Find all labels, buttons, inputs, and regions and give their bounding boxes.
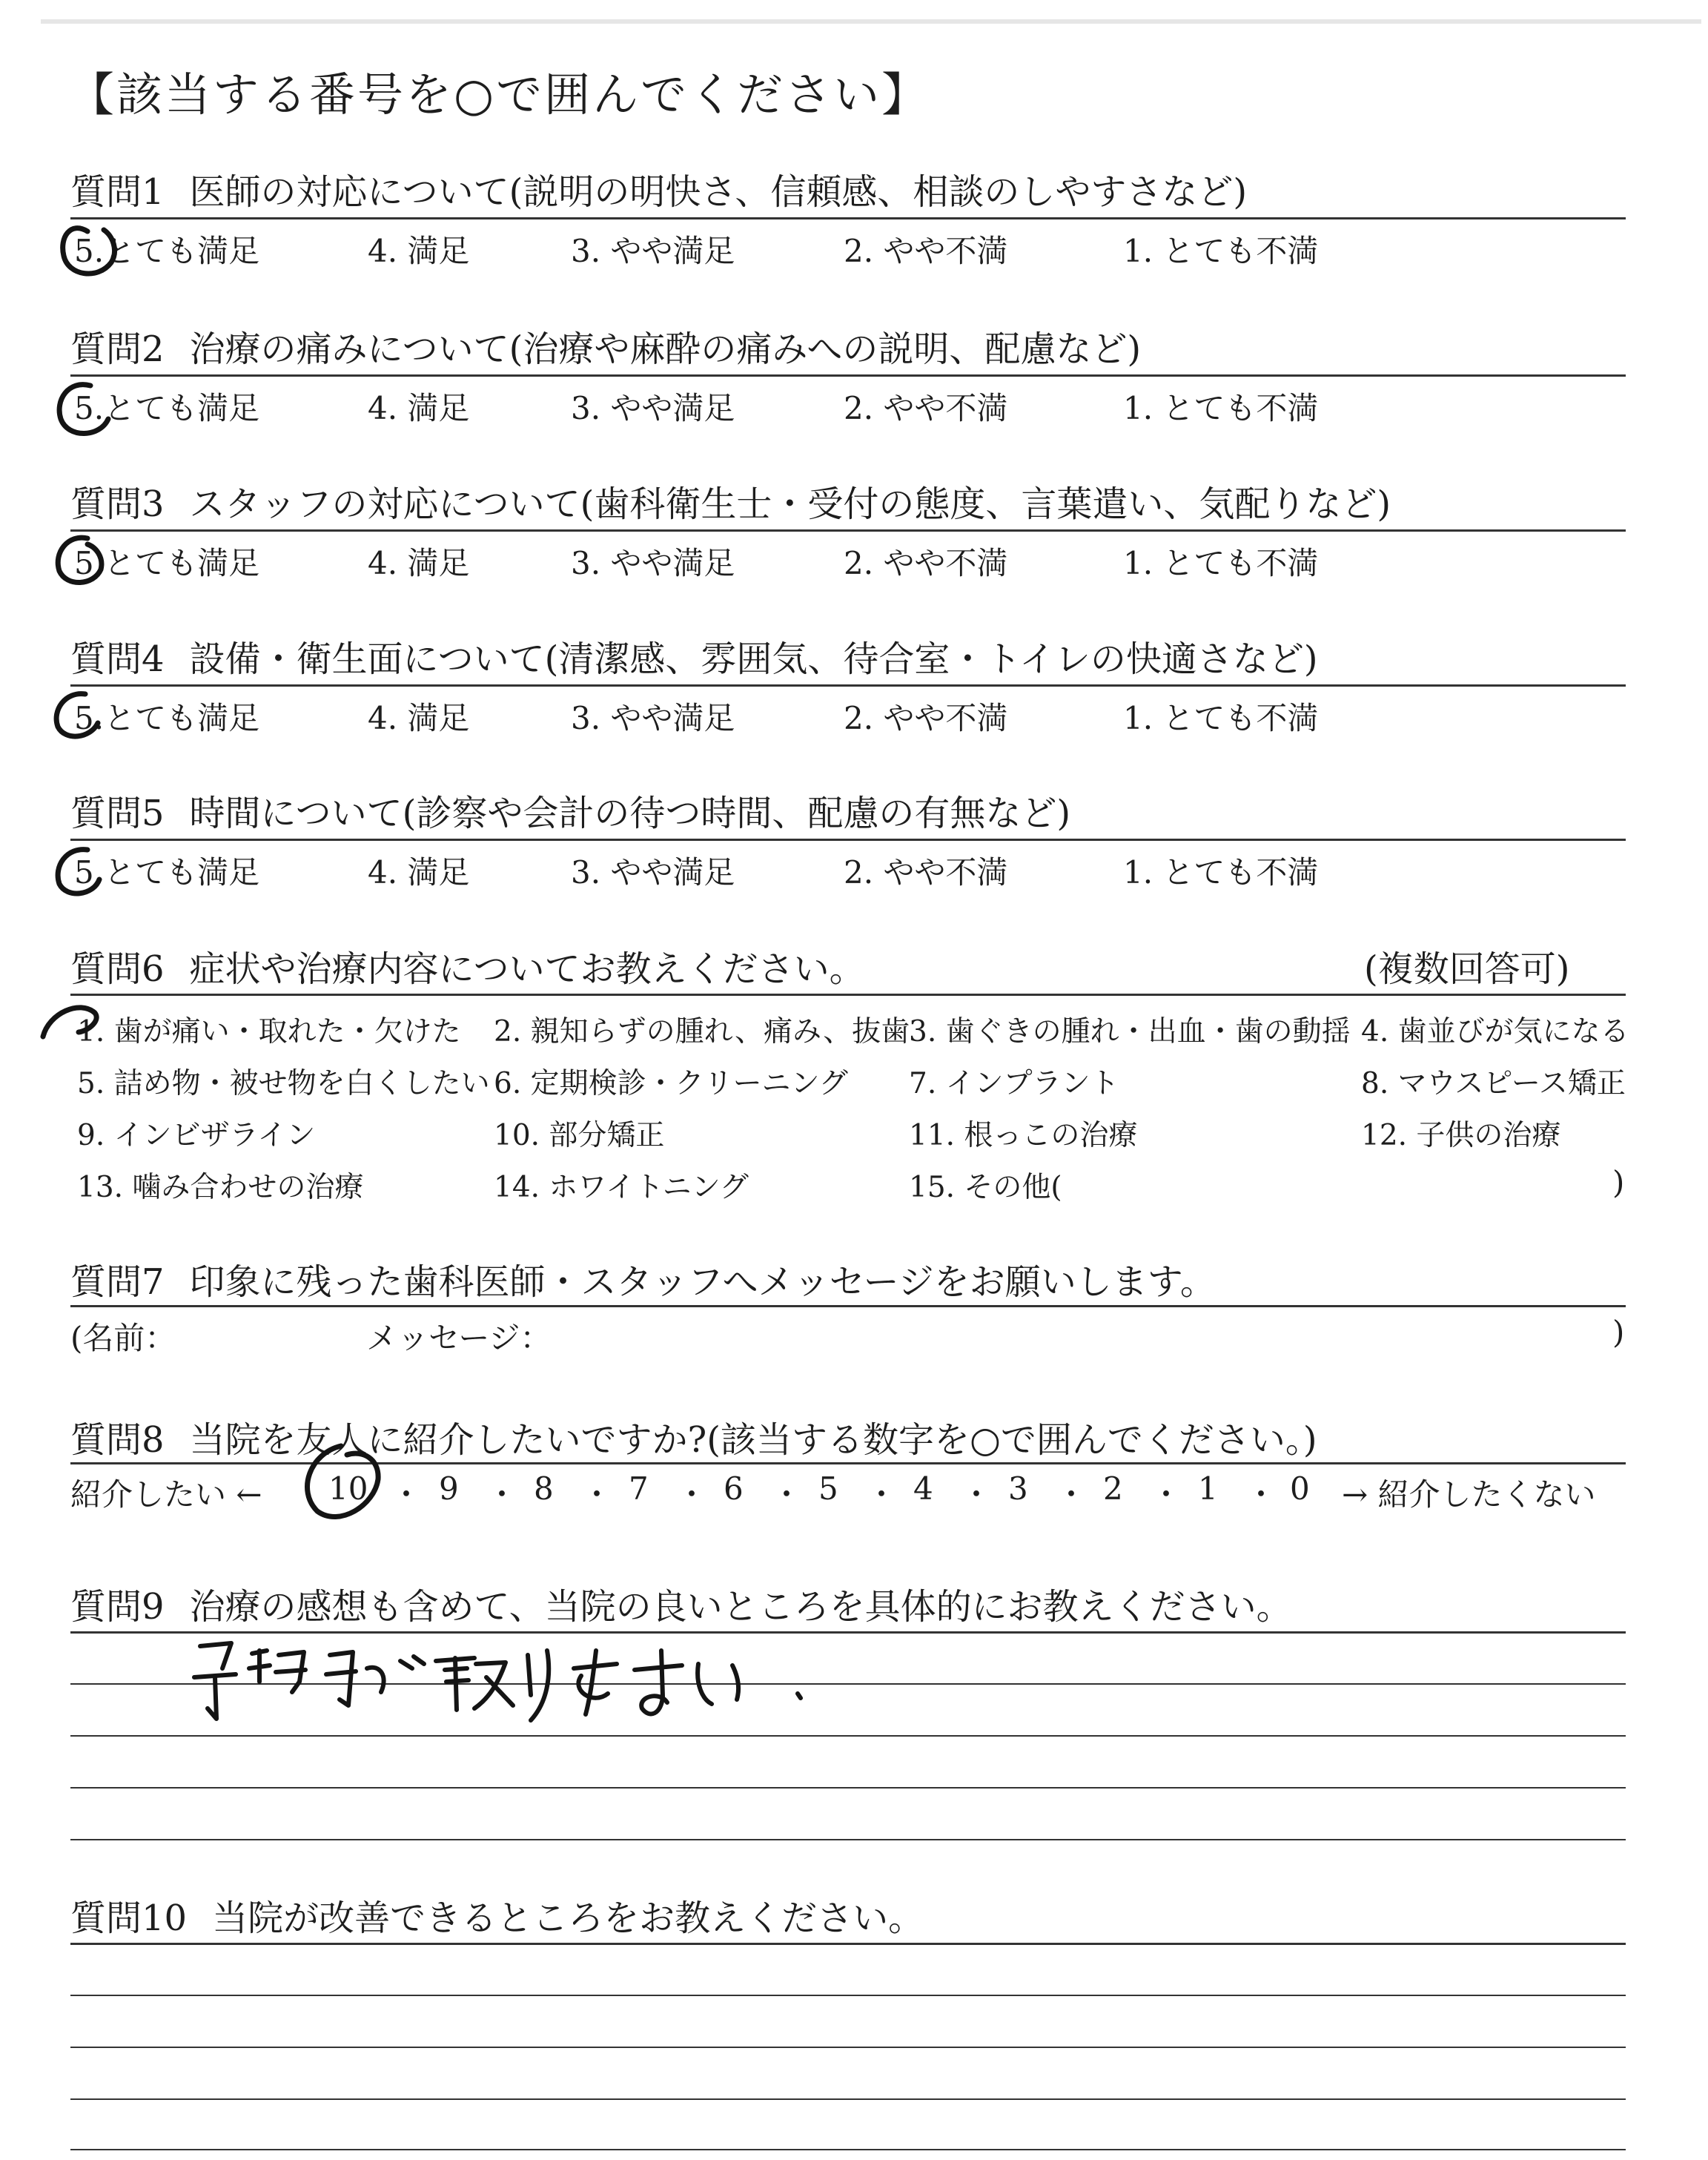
- q6-option-7[interactable]: 7. インプラント: [909, 1067, 1119, 1100]
- scale-value[interactable]: 10: [328, 1470, 368, 1507]
- q5-option-3[interactable]: 3. やや満足: [571, 854, 735, 891]
- scale-value[interactable]: 2: [1103, 1470, 1123, 1507]
- q2-selection-circle: [59, 385, 108, 434]
- recommend-left-label: 紹介したい ←: [70, 1476, 262, 1513]
- question-number: 質問10: [70, 1898, 188, 1939]
- q5-option-5[interactable]: 5.とても満足: [74, 854, 260, 891]
- q6-option-13[interactable]: 13. 噛み合わせの治療: [77, 1171, 364, 1204]
- question-text: 治療の痛みについて(治療や麻酔の痛みへの説明、配慮など): [189, 328, 1142, 370]
- q1-option-1[interactable]: 1. とても不満: [1123, 233, 1319, 269]
- scale-separator: ・: [1245, 1476, 1277, 1513]
- question-text: 当院が改善できるところをお教えください。: [212, 1898, 924, 1939]
- q3-selection-circle: [58, 538, 102, 582]
- q6-option-2[interactable]: 2. 親知らずの腫れ、痛み、抜歯: [494, 1015, 910, 1048]
- q1-option-5[interactable]: 5.とても満足: [74, 233, 260, 269]
- scale-separator: ・: [1056, 1476, 1088, 1513]
- q2-option-3[interactable]: 3. やや満足: [571, 390, 735, 426]
- q6-option-11[interactable]: 11. 根っこの治療: [909, 1119, 1138, 1152]
- question-number: 質問1: [70, 171, 165, 213]
- scale-separator: ・: [1151, 1476, 1182, 1513]
- q5-option-1[interactable]: 1. とても不満: [1123, 854, 1319, 891]
- scale-value[interactable]: 3: [1008, 1470, 1028, 1507]
- question-number: 質問6: [70, 948, 165, 990]
- scale-value[interactable]: 1: [1198, 1470, 1218, 1507]
- question-text: スタッフの対応について(歯科衛生士・受付の態度、言葉遣い、気配りなど): [189, 483, 1391, 525]
- scale-separator: ・: [771, 1476, 803, 1513]
- q2-option-1[interactable]: 1. とても不満: [1123, 390, 1319, 426]
- question-number: 質問3: [70, 483, 165, 525]
- scale-value[interactable]: 7: [629, 1470, 649, 1507]
- scale-separator: ・: [486, 1476, 518, 1513]
- question-number: 質問9: [70, 1586, 165, 1628]
- question-text: 症状や治療内容についてお教えください。: [189, 948, 865, 990]
- q2-option-5[interactable]: 5.とても満足: [74, 390, 260, 426]
- q8-selection-circle: [308, 1446, 379, 1517]
- scale-value[interactable]: 8: [534, 1470, 554, 1507]
- q6-option-15[interactable]: 15. その他(: [909, 1171, 1062, 1204]
- q2-option-2[interactable]: 2. やや不満: [844, 390, 1008, 426]
- q4-option-4[interactable]: 4. 満足: [368, 700, 470, 736]
- question-text: 医師の対応について(説明の明快さ、信頼感、相談のしやすさなど): [189, 171, 1248, 213]
- q6-option-8[interactable]: 8. マウスピース矯正: [1361, 1067, 1626, 1100]
- question-text: 設備・衛生面について(清潔感、雰囲気、待合室・トイレの快適さなど): [189, 638, 1318, 680]
- question-text: 印象に残った歯科医師・スタッフへメッセージをお願いします。: [189, 1261, 1216, 1303]
- scale-value[interactable]: 6: [724, 1470, 744, 1507]
- scale-separator: ・: [961, 1476, 993, 1513]
- q6-option-3[interactable]: 3. 歯ぐきの腫れ・出血・歯の動揺: [909, 1015, 1351, 1048]
- scale-value[interactable]: 9: [439, 1470, 459, 1507]
- q6-option-6[interactable]: 6. 定期検診・クリーニング: [494, 1067, 848, 1100]
- name-label: (名前：: [70, 1320, 176, 1356]
- q3-option-5[interactable]: 5.とても満足: [74, 545, 260, 581]
- question-text: 時間について(診察や会計の待つ時間、配慮の有無など): [189, 793, 1071, 834]
- scale-separator: ・: [391, 1476, 423, 1513]
- q3-option-1[interactable]: 1. とても不満: [1123, 545, 1319, 581]
- q1-option-3[interactable]: 3. やや満足: [571, 233, 735, 269]
- q4-option-2[interactable]: 2. やや不満: [844, 700, 1008, 736]
- q6-option-14[interactable]: 14. ホワイトニング: [494, 1171, 749, 1204]
- message-close-paren: ): [1612, 1314, 1625, 1350]
- form-heading: 【該当する番号を○で囲んでください】: [68, 67, 930, 122]
- q6-option-4[interactable]: 4. 歯並びが気になる: [1361, 1015, 1629, 1048]
- q1-option-4[interactable]: 4. 満足: [368, 233, 470, 269]
- scale-separator: ・: [676, 1476, 708, 1513]
- q5-selection-circle: [58, 850, 99, 894]
- q6-option-9[interactable]: 9. インビザライン: [77, 1119, 316, 1152]
- scale-separator: ・: [866, 1476, 898, 1513]
- question-number: 質問8: [70, 1419, 165, 1461]
- q2-option-4[interactable]: 4. 満足: [368, 390, 470, 426]
- q4-selection-circle: [56, 694, 98, 736]
- recommend-right-label: → 紹介したくない: [1342, 1476, 1596, 1513]
- q3-option-4[interactable]: 4. 満足: [368, 545, 470, 581]
- q1-option-2[interactable]: 2. やや不満: [844, 233, 1008, 269]
- q4-option-1[interactable]: 1. とても不満: [1123, 700, 1319, 736]
- scale-value[interactable]: 5: [818, 1470, 838, 1507]
- q6-option-12[interactable]: 12. 子供の治療: [1361, 1119, 1561, 1152]
- q6-option-5[interactable]: 5. 詰め物・被せ物を白くしたい: [77, 1067, 490, 1100]
- q5-option-4[interactable]: 4. 満足: [368, 854, 470, 891]
- q9-handwritten-answer: [194, 1643, 801, 1720]
- q3-option-3[interactable]: 3. やや満足: [571, 545, 735, 581]
- question-number: 質問4: [70, 638, 165, 680]
- question-text: 当院を友人に紹介したいですか?(該当する数字を○で囲んでください。): [189, 1419, 1317, 1461]
- scale-separator: ・: [581, 1476, 613, 1513]
- scale-value[interactable]: 0: [1290, 1470, 1310, 1507]
- other-close-paren: ): [1612, 1164, 1625, 1200]
- q3-option-2[interactable]: 2. やや不満: [844, 545, 1008, 581]
- q4-option-3[interactable]: 3. やや満足: [571, 700, 735, 736]
- q4-option-5[interactable]: 5.とても満足: [74, 700, 260, 736]
- message-label: メッセージ：: [366, 1320, 552, 1356]
- question-number: 質問7: [70, 1261, 165, 1303]
- q1-selection-circle: [63, 228, 115, 274]
- q5-option-2[interactable]: 2. やや不満: [844, 854, 1008, 891]
- q6-option-10[interactable]: 10. 部分矯正: [494, 1119, 665, 1152]
- question-text: 治療の感想も含めて、当院の良いところを具体的にお教えください。: [189, 1586, 1292, 1628]
- question-number: 質問5: [70, 793, 165, 834]
- question-number: 質問2: [70, 328, 165, 370]
- q6-selection-mark: [43, 1008, 96, 1037]
- q6-option-1[interactable]: 1. 歯が痛い・取れた・欠けた: [77, 1015, 461, 1048]
- scale-value[interactable]: 4: [913, 1470, 933, 1507]
- multiple-answers-note: (複数回答可): [1364, 948, 1570, 990]
